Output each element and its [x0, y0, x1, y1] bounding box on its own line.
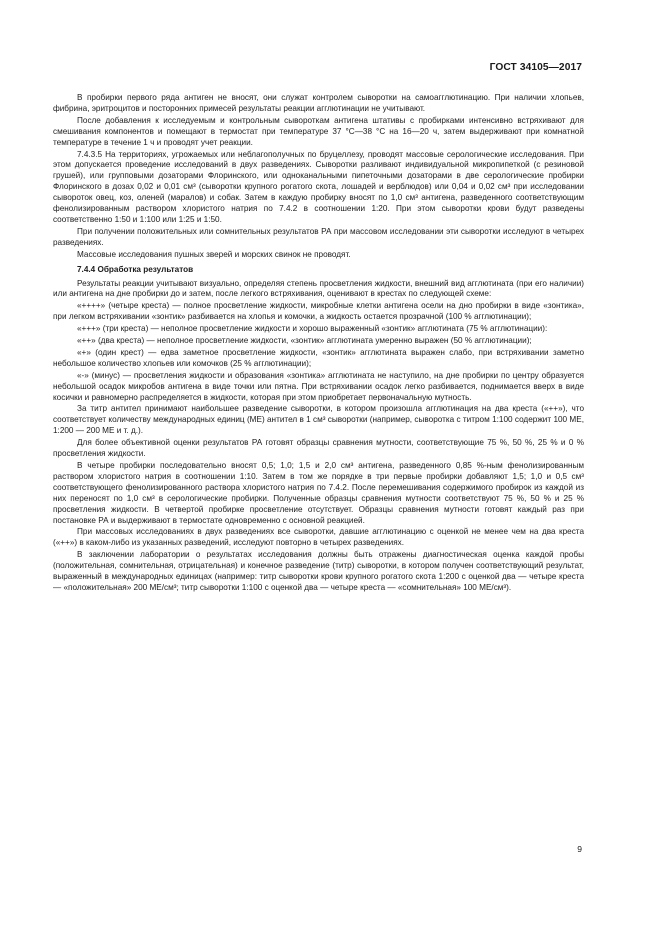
paragraph-results-intro: Результаты реакции учитывают визуально, определяя степень просветления жидкости, внешний вид агглютината (при его наличии) или антигена на дне пробирки до и затем, после легкого встряхивания, оценивают в крестах по следующей схеме:	[53, 278, 584, 299]
page-number: 9	[577, 844, 582, 854]
paragraph-fur-animals: Массовые исследования пушных зверей и морских свинок не проводят.	[77, 249, 351, 259]
paragraph-two-crosses: «++» (два креста) — неполное просветление жидкости, «зонтик» агглютината умеренно выражен (50 % агглютинации);	[77, 336, 532, 346]
paragraph-titer: За титр антител принимают наибольшее разведение сыворотки, в котором произошла агглютинация на два креста («++»), что соответствует количеству международных единиц (МЕ) антител в 1 см³ сыворотки (например, сыворотка с титром 1:100 содержит 100 МЕ, 1:200 — 200 МЕ и т. д.).	[53, 404, 584, 436]
standard-designation: ГОСТ 34105—2017	[489, 62, 582, 73]
paragraph-three-crosses: «+++» (три креста) — неполное просветление жидкости и хорошо выраженный «зонтик» агглютината (75 % агглютинации):	[77, 324, 548, 334]
paragraph-turbidity-standards: Для более объективной оценки результатов РА готовят образцы сравнения мутности, соответствующие 75 %, 50 %, 25 % и 0 % просветления жидкости.	[53, 438, 584, 459]
paragraph-four-tubes: В четыре пробирки последовательно вносят 0,5; 1,0; 1,5 и 2,0 см³ антигена, разведенного 0,85 %-ным фенолизированным раствором хлористого натрия в соотношении 1:10. Затем в том же порядке в три первые пробирки добавляют 1,5; 1,0 и 0,5 см³ соответствующего фенолизированного раствора хлористого натрия по 7.4.2. После перемешивания содержимого пробирок из каждой из них переносят по 1,0 см³ в серологические пробирки. Полученные образцы сравнения мутности соответствуют 75 %, 50 % и 25 % просветления жидкости. В четвертой пробирке просветление отсутствует. Образцы сравнения мутности готовят каждый раз при постановке РА и выдерживают в термостате одновременно с основной реакцией.	[53, 461, 584, 525]
document-body	[53, 93, 584, 595]
paragraph-one-cross: «+» (один крест) — едва заметное просветление жидкости, «зонтик» агглютината выражен слабо, при встряхивании заметно небольшое количество хлопьев или комочков (25 % агглютинации);	[53, 347, 584, 368]
paragraph-mass-retest: При массовых исследованиях в двух разведениях все сыворотки, давшие агглютинацию с оценкой не менее чем на два креста («++») в каком-либо из указанных разведений, исследуют повторно в четырех разведениях.	[53, 527, 584, 548]
paragraph-minus: «-» (минус) — просветления жидкости и образования «зонтика» агглютината не наступило, на дне пробирки по центру образуется небольшой осадок микробов антигена в виде точки или пятна. При встряхивании осадок легко разбивается, поднимается вверх в виде косички и равномерно распределяется в жидкости, которая при этом приобретает первоначальную мутность.	[53, 370, 584, 402]
paragraph-four-crosses: «++++» (четыре креста) — полное просветление жидкости, микробные клетки антигена осели на дно пробирки в виде «зонтика», при легком встряхивании «зонтик» разбивается на хлопья и комочки, а жидкость остается прозрачной (100 % агглютинации);	[53, 301, 584, 322]
paragraph-lab-conclusion: В заключении лаборатории о результатах исследования должны быть отражены диагностическая оценка каждой пробы (положительная, сомнительная, отрицательная) и конечное разведение (титр) сыворотки, в котором получен соответствующий результат, выраженный в международных единицах (например: титр сыворотки крови крупного рогатого скота 1:200 с оценкой два — четыре креста — «положительная» 200 МЕ/см³; титр сыворотки 1:100 с оценкой два — четыре креста — «сомнительная» 100 МЕ/см³).	[53, 550, 584, 592]
paragraph-7-4-3-5: 7.4.3.5 На территориях, угрожаемых или неблагополучных по бруцеллезу, проводят массовые серологические исследования. При этом допускается проведение исследований в двух разведениях. Сыворотки разливают индивидуальной микропипеткой (с резиновой грушей), или групповыми дозаторами Флоринского, или одноканальными пипеточными дозаторами в две серологические пробирки Флоринского в дозах 0,02 и 0,01 см³ (сыворотки крупного рогатого скота, лошадей и верблюдов) или 0,04 и 0,02 см³ при исследовании сывороток овец, коз, оленей (маралов) и собак. Затем в каждую пробирку вносят по 1,0 см³ антигена, разведенного соответствующим фенолизированным раствором хлористого натрия по 7.4.2 в соотношении 1:20. При этом сыворотки крови будут разведены соответственно 1:50 и 1:100 или 1:25 и 1:50.	[53, 149, 584, 224]
paragraph-incubation: После добавления к исследуемым и контрольным сывороткам антигена штативы с пробирками интенсивно встряхивают для смешивания компонентов и помещают в термостат при температуре 37 °С—38 °С на 16—20 ч, затем выдерживают при комнатной температуре в течение 1 ч и проводят учет реакции.	[53, 115, 584, 147]
paragraph-control-rows: В пробирки первого ряда антиген не вносят, они служат контролем сыворотки на самоагглютинацию. При наличии хлопьев, фибрина, эритроцитов и посторонних примесей результаты реакции агглютинации не учитывают.	[53, 93, 584, 113]
section-heading-7-4-4: 7.4.4 Обработка результатов	[77, 264, 194, 274]
paragraph-positive-results: При получении положительных или сомнительных результатов РА при массовом исследовании эти сыворотки исследуют в четырех разведениях.	[53, 226, 584, 247]
